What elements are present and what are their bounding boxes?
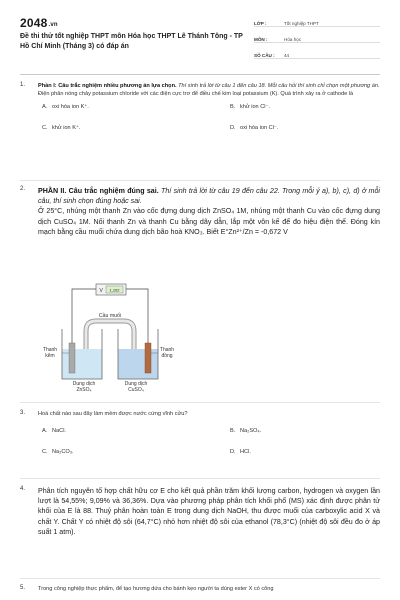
galvanic-cell-diagram [38,283,176,395]
question-number: 4. [20,486,26,492]
option-c[interactable]: C. khử ion K⁺. [42,125,81,131]
beaker-right-solution [118,349,158,379]
meta-value: Tốt nghiệp THPT [284,21,319,26]
zinc-electrode-label: Thanh kẽm [42,347,58,359]
answer-options [38,104,380,134]
question-3 [20,410,380,458]
document-title: Đề thi thử tốt nghiệp THPT môn Hóa học THPT Lê Thánh Tông - TP Hồ Chí Minh (Tháng 3) có đáp án [20,33,243,50]
salt-bridge-label: Cầu muối [98,313,122,319]
beaker-left-solution [62,349,102,379]
section-instruction: Thí sinh trả lời từ câu 19 đến câu 22. Trong mỗi ý a), b), c), d) ở mỗi câu, thí sinh chọn đúng hoặc sai. [38,187,380,206]
question-divider [20,402,380,403]
zinc-electrode [69,343,75,373]
meta-value: 44 [284,53,290,58]
copper-electrode-label: Thanh đồng [159,347,175,359]
section-heading: PHẦN II. Câu trắc nghiệm đúng sai. [38,187,159,195]
question-number: 3. [20,410,26,416]
question-text [38,186,380,237]
option-d[interactable]: D. HCl. [230,449,251,455]
question-text [38,82,380,98]
copper-solution-label: Dung dịch CuSO₄ [124,381,148,393]
answer-options [38,428,380,458]
section-instruction: Thí sinh trả lời từ câu 1 đến câu 18. Mỗi câu hỏi thí sinh chỉ chọn một phương án. [178,83,380,89]
meta-value: Hóa học [284,37,302,42]
question-number: 5. [20,585,26,591]
question-divider [20,478,380,479]
meta-label: MÔN : [254,37,268,42]
option-a[interactable]: A. oxi hóa ion K⁺. [42,104,89,110]
option-b[interactable]: B. Na₂SO₄. [230,428,262,434]
question-number: 1. [20,82,26,88]
option-c[interactable]: C. Na₂CO₃. [42,449,74,455]
document-meta [254,14,380,62]
question-stem: Trong công nghiệp thực phẩm, để tạo hương dứa cho bánh kẹo người ta dùng ester X có công [38,586,274,592]
meta-subject-row [254,30,380,43]
question-stem: Hoá chất nào sau đây làm mềm được nước cứng vĩnh cửu? [38,411,188,417]
page-header [0,0,400,70]
section-heading: Phần I: Câu trắc nghiệm nhiều phương án lựa chọn. [38,83,177,89]
option-d[interactable]: D. oxi hóa ion Cl⁻. [230,125,279,131]
copper-electrode [145,343,151,373]
meta-label: LỚP : [254,21,267,26]
header-divider [20,74,380,75]
question-4 [20,486,380,537]
voltmeter-symbol: V [99,288,103,294]
question-1 [20,82,380,134]
option-b[interactable]: B. khử ion Cl⁻. [230,104,271,110]
question-number: 2. [20,186,26,192]
site-logo[interactable]: 2048.vn [20,16,58,30]
question-stem: Phân tích nguyên tố hợp chất hữu cơ E cho kết quả phần trăm khối lượng carbon, hydrogen và oxygen lần lượt là 54,55%; 9,09% và 36,36%. Dựa vào phương pháp phân tích khối phổ (MS) xác định được phân tử khối của E là 88. Thuỷ phân hoàn toàn E trong dung dịch NaOH, thu được muối của carboxylic acid X và chất Y. Chất Y có nhiệt độ sôi (64,7°C) nhỏ hơn nhiệt độ sôi của ethanol (78,3°C) (nhiệt độ sôi đều đo ở áp suất 1 atm). [38,487,380,536]
meta-count-row [254,46,380,59]
question-2 [20,186,380,237]
meta-label: SỐ CÂU : [254,53,275,58]
wire-right [126,289,148,343]
question-stem: Ở 25°C, nhúng một thanh Zn vào cốc đựng dung dịch ZnSO₄ 1M, nhúng một thanh Cu vào cốc đựng dung dịch CuSO₄ 1M. Nối thanh Zn và thanh Cu bằng dây dẫn, lắp một vôn kế để đo hiệu điện thế. Đóng kín mạch bằng cầu muối chứa dung dịch bão hoà KNO₃. Biết E°Zn²⁺/Zn = -0,672 V [38,207,380,236]
question-divider [20,180,380,181]
voltmeter-reading: 1,102 [109,287,120,293]
question-divider [20,578,380,579]
question-5 [20,585,380,593]
zinc-solution-label: Dung dịch ZnSO₄ [72,381,96,393]
option-a[interactable]: A. NaCl. [42,428,66,434]
meta-class-row [254,14,380,27]
question-stem: Điện phân nóng chảy potassium chloride với các điện cực trơ để điều chế kim loại potassium (K). Quá trình xảy ra ở cathode là [38,91,354,97]
